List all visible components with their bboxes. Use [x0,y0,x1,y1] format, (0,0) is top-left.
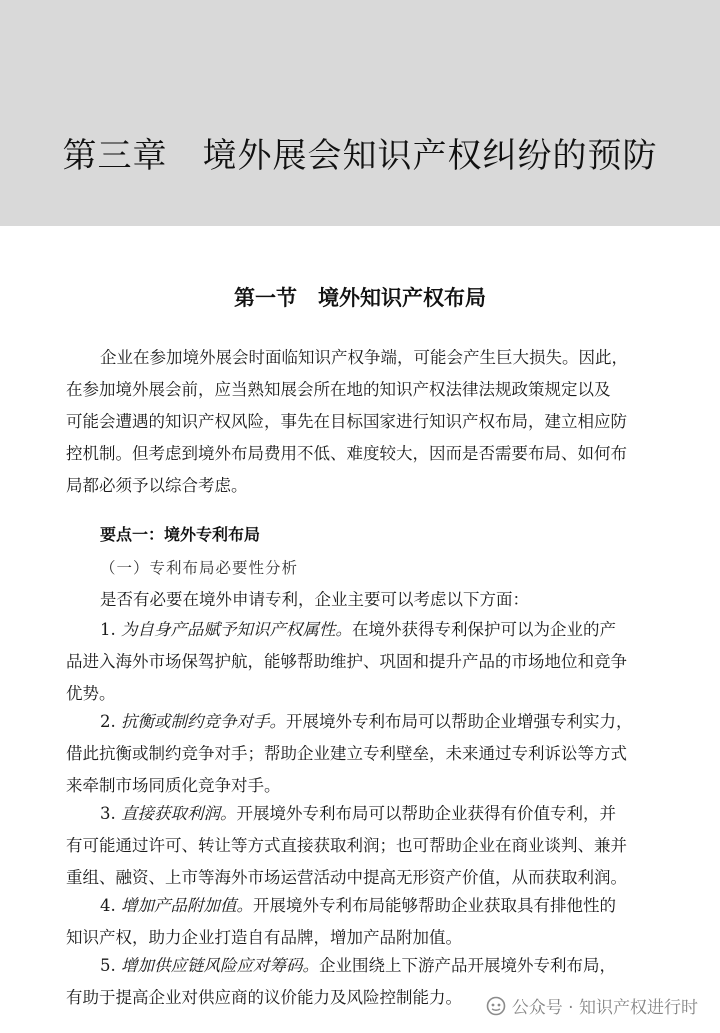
item-text: 开展境外专利布局可以帮助企业增强专利实力， [286,712,633,731]
section-title: 第一节 境外知识产权布局 [234,286,486,310]
item-line: 品进入海外市场保驾护航，能够帮助维护、巩固和提升产品的市场地位和竞争 [66,652,627,671]
item-keyword: 增加产品附加值。 [121,896,253,915]
watermark-text: 公众号 · 知识产权进行时 [511,998,698,1018]
intro-paragraph [66,342,666,502]
item-text: 在境外获得专利保护可以为企业的产 [352,620,616,639]
item-number: 1. [100,620,116,639]
sub-heading: （一）专利布局必要性分析 [100,559,299,577]
item-number: 3. [100,804,116,823]
item-keyword: 抗衡或制约竞争对手。 [121,712,286,731]
item-keyword: 增加供应链风险应对筹码。 [121,956,319,975]
item-line: 知识产权，助力企业打造自有品牌，增加产品附加值。 [66,928,462,947]
item-text: 开展境外专利布局可以帮助企业获得有价值专利，并 [236,804,616,823]
item-first-line [66,798,666,830]
item-line: 有助于提高企业对供应商的议价能力及风险控制能力。 [66,988,462,1007]
intro-line: 在参加境外展会前，应当熟知展会所在地的知识产权法律法规政策规定以及 [66,380,611,399]
lead-sentence: 是否有必要在境外申请专利，企业主要可以考虑以下方面： [100,590,529,609]
item-text: 企业围绕上下游产品开展境外专利布局， [319,956,616,975]
item-keyword: 直接获取利润。 [121,804,237,823]
item-line: 重组、融资、上市等海外市场运营活动中提高无形资产价值，从而获取利润。 [66,868,627,887]
item-first-line [66,950,666,982]
item-number: 4. [100,896,116,915]
item-line: 有可能通过许可、转让等方式直接获取利润；也可帮助企业在商业谈判、兼并 [66,836,627,855]
item-line: 来牵制市场同质化竞争对手。 [66,776,281,795]
item-first-line [66,614,666,646]
wechat-official-account-icon [486,996,506,1016]
point-heading: 要点一：境外专利布局 [100,525,261,544]
watermark [482,991,702,1020]
item-keyword: 为自身产品赋予知识产权属性。 [121,620,352,639]
list-item [66,890,666,954]
intro-line: 局都必须予以综合考虑。 [66,476,248,495]
intro-line: 可能会遭遇的知识产权风险，事先在目标国家进行知识产权布局，建立相应防 [66,412,627,431]
intro-line: 企业在参加境外展会时面临知识产权争端，可能会产生巨大损失。因此， [100,348,628,367]
chapter-header-band [0,0,720,226]
item-first-line [66,890,666,922]
intro-line: 控机制。但考虑到境外布局费用不低、难度较大，因而是否需要布局、如何布 [66,444,627,463]
item-line: 优势。 [66,684,116,703]
list-item [66,614,666,710]
item-line: 借此抗衡或制约竞争对手；帮助企业建立专利壁垒，未来通过专利诉讼等方式 [66,744,627,763]
item-first-line [66,706,666,738]
chapter-title: 第三章 境外展会知识产权纠纷的预防 [62,136,658,176]
item-number: 5. [100,956,116,975]
item-text: 开展境外专利布局能够帮助企业获取具有排他性的 [253,896,616,915]
list-item [66,706,666,802]
item-number: 2. [100,712,116,731]
list-item [66,798,666,894]
